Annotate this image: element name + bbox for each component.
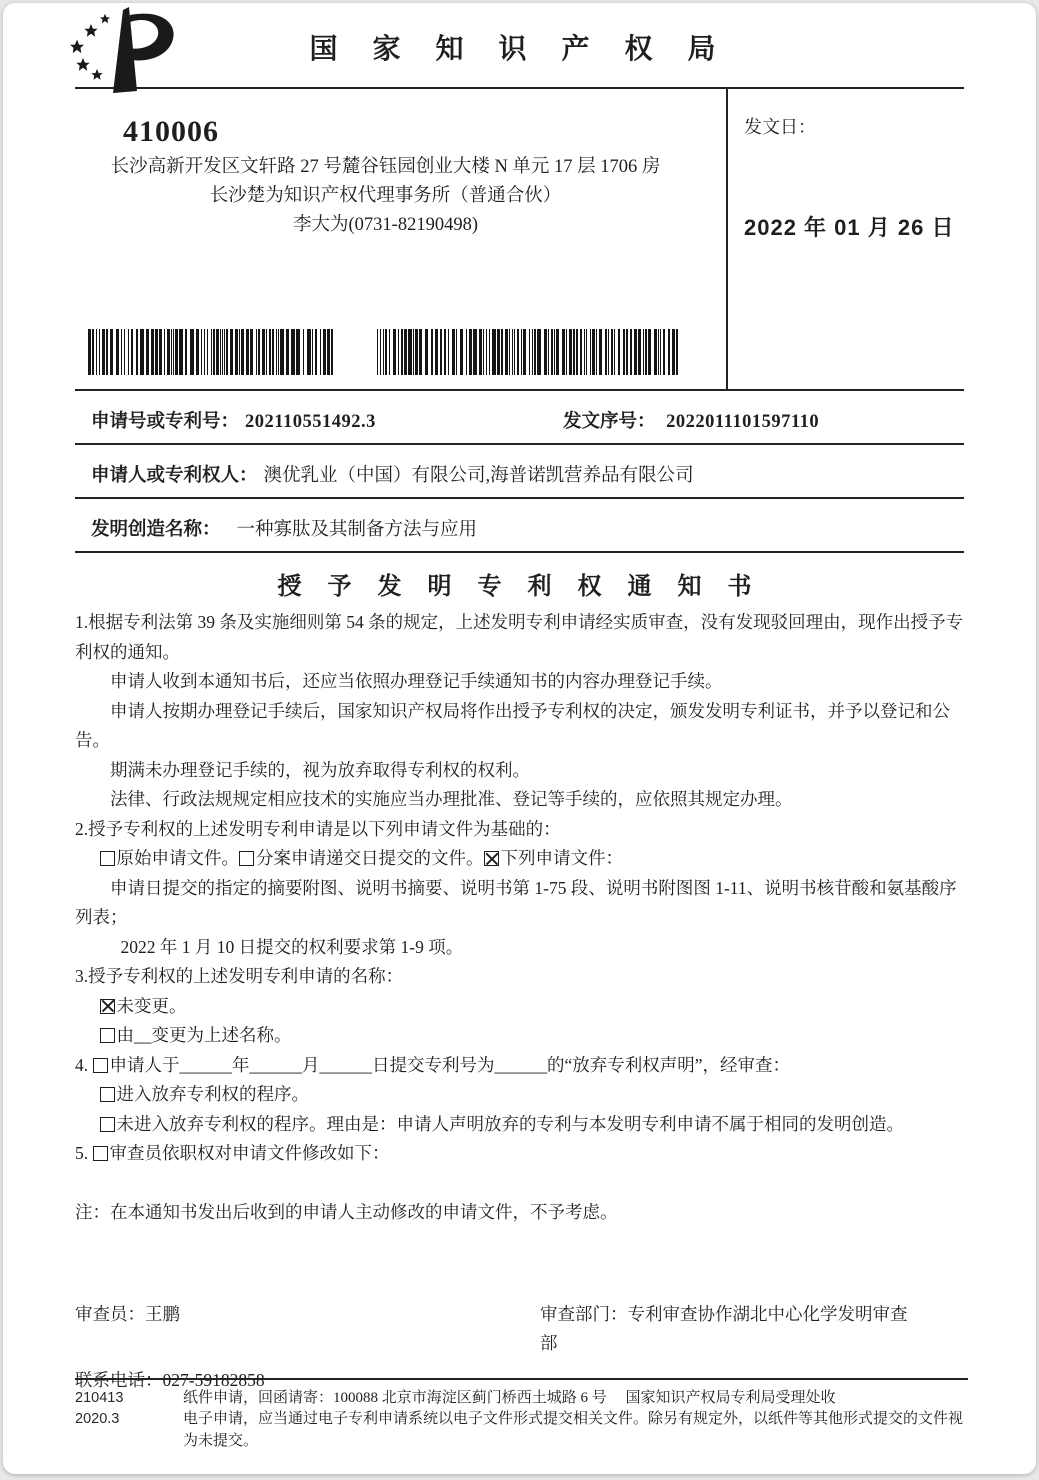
notice-line (100, 992, 965, 1022)
footer-line-2: 电子申请，应当通过电子专利申请系统以电子文件形式提交相关文件。除另有规定外，以纸件等其他形式提交的文件视为未提交。 (183, 1411, 964, 1449)
applicant-label: 申请人或专利权人： (91, 466, 258, 486)
form-version: 2020.3 (75, 1411, 120, 1427)
footer-line-1: 纸件申请，回函请寄：100088 北京市海淀区蓟门桥西土城路 6 号 国家知识产权局专利局受理处收 (183, 1389, 836, 1406)
barcode-right (377, 329, 679, 375)
barcode-left (88, 329, 335, 375)
notice-line (100, 1110, 965, 1140)
notice-text: 申请日提交的指定的摘要附图、说明书摘要、说明书第 1-75 段、说明书附图图 1-11、说明书核苷酸和氨基酸序列表； (75, 877, 957, 927)
address-line-1: 长沙高新开发区文轩路 27 号麓谷钰园创业大楼 N 单元 17 层 1706 房 (110, 157, 661, 177)
postcode: 410006 (123, 115, 219, 148)
applicant-row (75, 445, 964, 499)
notice-text: 法律、行政法规规定相应技术的实施应当办理批准、登记等手续的，应依照其规定办理。 (110, 789, 793, 809)
app-no-label: 申请号或专利号： (91, 412, 240, 432)
app-no-value: 202110551492.3 (245, 412, 376, 432)
notice-text: 5. (75, 1143, 93, 1163)
notice-line (100, 1080, 965, 1110)
notice-line (75, 785, 964, 815)
issue-date-label: 发文日： (744, 117, 816, 137)
checkbox-icon (93, 1146, 108, 1161)
notice-text: 原始申请文件。 (116, 848, 239, 868)
note-line: 注：在本通知书发出后收到的申请人主动修改的申请文件，不予考虑。 (75, 1201, 618, 1222)
notice-text: 未变更。 (116, 995, 187, 1016)
checkbox-icon (93, 1058, 108, 1073)
notice-line (75, 608, 964, 667)
notice-line (75, 667, 964, 697)
notice-text: 期满未办理登记手续的，视为放弃取得专利权的权利。 (110, 759, 530, 780)
invention-label: 发明创造名称： (91, 520, 221, 540)
notice-body (75, 608, 964, 1169)
address-line-3: 李大为(0731-82190498) (293, 215, 478, 235)
phone-value: 027-59182858 (162, 1369, 265, 1390)
notice-text: 2022 年 1 月 10 日提交的权利要求第 1-9 项。 (120, 936, 464, 957)
address-line-2: 长沙楚为知识产权代理事务所（普通合伙） (209, 186, 562, 206)
recipient-block (75, 89, 728, 389)
footer (75, 1378, 968, 1453)
department-label: 审查部门： (540, 1303, 628, 1324)
phone-label: 联系电话： (75, 1369, 163, 1390)
org-title: 国 家 知 识 产 权 局 (309, 34, 730, 65)
department-value: 专利审查协作湖北中心化学发明审查部 (540, 1303, 908, 1353)
form-code: 210413 (75, 1389, 124, 1406)
notice-text: 申请人于______年______月______日提交专利号为______的“放弃专利权声明”，经审查： (109, 1054, 791, 1075)
checkbox-checked-icon (484, 851, 499, 866)
notice-line (121, 933, 965, 963)
checkbox-icon (100, 1087, 115, 1102)
notice-text: 进入放弃专利权的程序。 (116, 1084, 309, 1104)
barcode-row (75, 329, 726, 375)
notice-text: 分案申请递交日提交的文件。 (256, 848, 484, 868)
document-page (3, 3, 1036, 1474)
serial-label: 发文序号： (563, 412, 656, 432)
notice-text: 未进入放弃专利权的程序。理由是：申请人声明放弃的专利与本发明专利申请不属于相同的发明创造。 (116, 1113, 904, 1134)
notice-text: 由__变更为上述名称。 (116, 1025, 292, 1045)
notice-line (75, 697, 964, 756)
application-number-row (75, 391, 964, 445)
notice-line (100, 1021, 965, 1051)
mailing-box (75, 89, 964, 391)
issue-date-value: 2022 年 01 月 26 日 (744, 215, 955, 240)
checkbox-icon (100, 1028, 115, 1043)
notice-line (75, 756, 964, 786)
notice-text: 申请人按期办理登记手续后，国家知识产权局将作出授予专利权的决定，颁发发明专利证书，并予以登记和公告。 (75, 700, 950, 750)
examiner-block (75, 1300, 964, 1358)
examiner-label: 审查员： (75, 1303, 145, 1324)
document-header (75, 3, 964, 89)
notice-title: 授 予 发 明 专 利 权 通 知 书 (277, 574, 762, 600)
notice-line (75, 815, 964, 845)
notice-line (100, 844, 965, 874)
notice-text: 4. (75, 1054, 93, 1075)
checkbox-icon (239, 851, 254, 866)
notice-text: 审查员依职权对申请文件修改如下： (109, 1143, 390, 1163)
checkbox-icon (100, 851, 115, 866)
applicant-value: 澳优乳业（中国）有限公司,海普诺凯营养品有限公司 (263, 466, 694, 486)
invention-value: 一种寡肽及其制备方法与应用 (236, 520, 478, 540)
notice-line (75, 1051, 964, 1081)
serial-value: 2022011101597110 (666, 412, 820, 432)
notice-text: 2.授予专利权的上述发明专利申请是以下列申请文件为基础的： (75, 818, 561, 839)
notice-text: 1.根据专利法第 39 条及实施细则第 54 条的规定，上述发明专利申请经实质审查，没有发现驳回理由，现作出授予专利权的通知。 (75, 612, 964, 662)
examiner-name: 王鹏 (145, 1303, 180, 1324)
notice-text: 申请人收到本通知书后，还应当依照办理登记手续通知书的内容办理登记手续。 (110, 671, 723, 691)
notice-line (75, 1139, 964, 1169)
invention-row (75, 499, 964, 553)
checkbox-checked-icon (100, 999, 115, 1014)
notice-text: 下列申请文件： (500, 848, 623, 868)
issue-date-block (728, 89, 964, 389)
notice-line (75, 962, 964, 992)
notice-line (75, 874, 964, 933)
notice-text: 3.授予专利权的上述发明专利申请的名称： (75, 966, 404, 986)
checkbox-icon (100, 1117, 115, 1132)
